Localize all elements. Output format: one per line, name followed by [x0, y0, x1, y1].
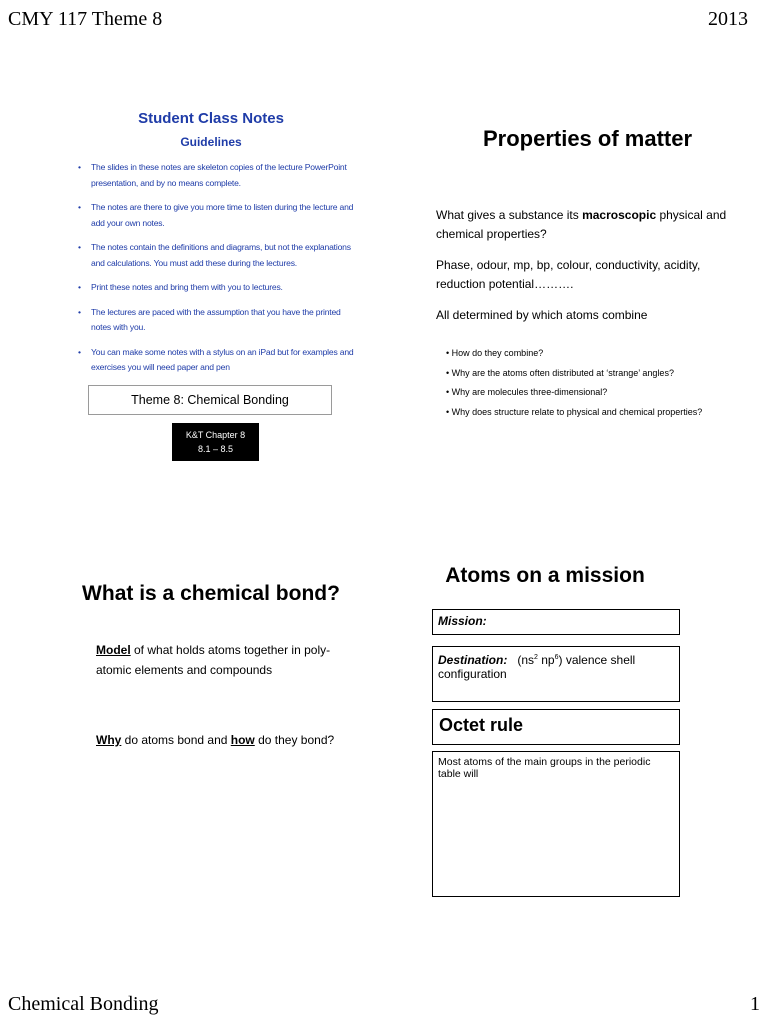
superscript: 6: [554, 654, 559, 661]
properties-paragraph: Phase, odour, mp, bp, colour, conductivity, acidity, reduction potential……….: [436, 258, 701, 291]
text-fragment: np: [537, 653, 555, 667]
destination-box: [432, 646, 680, 702]
list-item: • The slides in these notes are skeleton copies of the lecture PowerPoint presentation, and by no means complete.: [78, 160, 354, 191]
list-item: • You can make some notes with a stylus on an iPad but for examples and exercises you will need paper and pen: [78, 345, 354, 376]
text-fragment: (ns: [517, 653, 535, 667]
octet-rule-box: [432, 709, 680, 745]
model-paragraph: [96, 640, 346, 680]
slide-subtitle: Guidelines: [180, 135, 242, 149]
text-fragment: do they bond?: [254, 733, 335, 747]
text-fragment: of what holds atoms together in poly-atomic elements and compounds: [96, 643, 331, 677]
emphasis-text: Why: [96, 733, 122, 747]
questions-list: [446, 344, 702, 422]
slide-title: Atoms on a mission: [445, 564, 645, 587]
text-fragment: physical and chemical properties?: [436, 208, 727, 241]
slide-title: What is a chemical bond?: [82, 582, 340, 605]
list-item: • Why does structure relate to physical and chemical properties?: [446, 403, 702, 423]
list-item: • How do they combine?: [446, 344, 702, 364]
chapter-badge: [172, 423, 259, 461]
list-item: • The notes contain the definitions and diagrams, but not the explanations and calculations. You must add these during the lectures.: [78, 240, 354, 271]
list-item: • The lectures are paced with the assumption that you have the printed notes with you.: [78, 305, 354, 336]
mission-box: [432, 609, 680, 635]
slide-title: Properties of matter: [482, 126, 693, 151]
theme-title: Theme 8: Chemical Bonding: [131, 393, 289, 407]
list-item: • Why are molecules three-dimensional?: [446, 383, 702, 403]
list-item: • The notes are there to give you more time to listen during the lecture and add your own notes.: [78, 200, 354, 231]
slide-title: Student Class Notes: [138, 110, 284, 127]
guidelines-list: [78, 160, 354, 385]
emphasis-text: how: [230, 733, 255, 747]
text-fragment: ) valence shell configuration: [438, 653, 636, 681]
why-how-paragraph: [96, 730, 346, 750]
chapter-reference: K&T Chapter 8: [185, 430, 246, 440]
header-year: 2013: [708, 8, 748, 30]
list-item: • Why are the atoms often distributed at ‘strange’ angles?: [446, 364, 702, 384]
footer-topic: Chemical Bonding: [8, 993, 159, 1015]
emphasis-text: macroscopic: [582, 208, 657, 222]
superscript: 2: [534, 654, 538, 661]
chapter-sections: 8.1 – 8.5: [197, 444, 234, 454]
question-paragraph: [436, 206, 736, 244]
mission-label: Mission:: [438, 614, 487, 628]
octet-rule-text: Most atoms of the main groups in the periodic table will: [438, 756, 651, 780]
text-fragment: What gives a substance its: [436, 208, 583, 222]
list-item: • Print these notes and bring them with you to lectures.: [78, 280, 354, 296]
text-fragment: do atoms bond and: [121, 733, 231, 747]
destination-label: Destination:: [438, 653, 508, 667]
header-course: CMY 117 Theme 8: [8, 8, 163, 30]
summary-paragraph: All determined by which atoms combine: [436, 308, 648, 322]
emphasis-text: Model: [96, 643, 131, 657]
octet-rule-notes-box: [432, 751, 680, 897]
page-number: 1: [750, 993, 760, 1015]
theme-title-box: [88, 385, 332, 415]
octet-rule-title: Octet rule: [439, 715, 524, 735]
